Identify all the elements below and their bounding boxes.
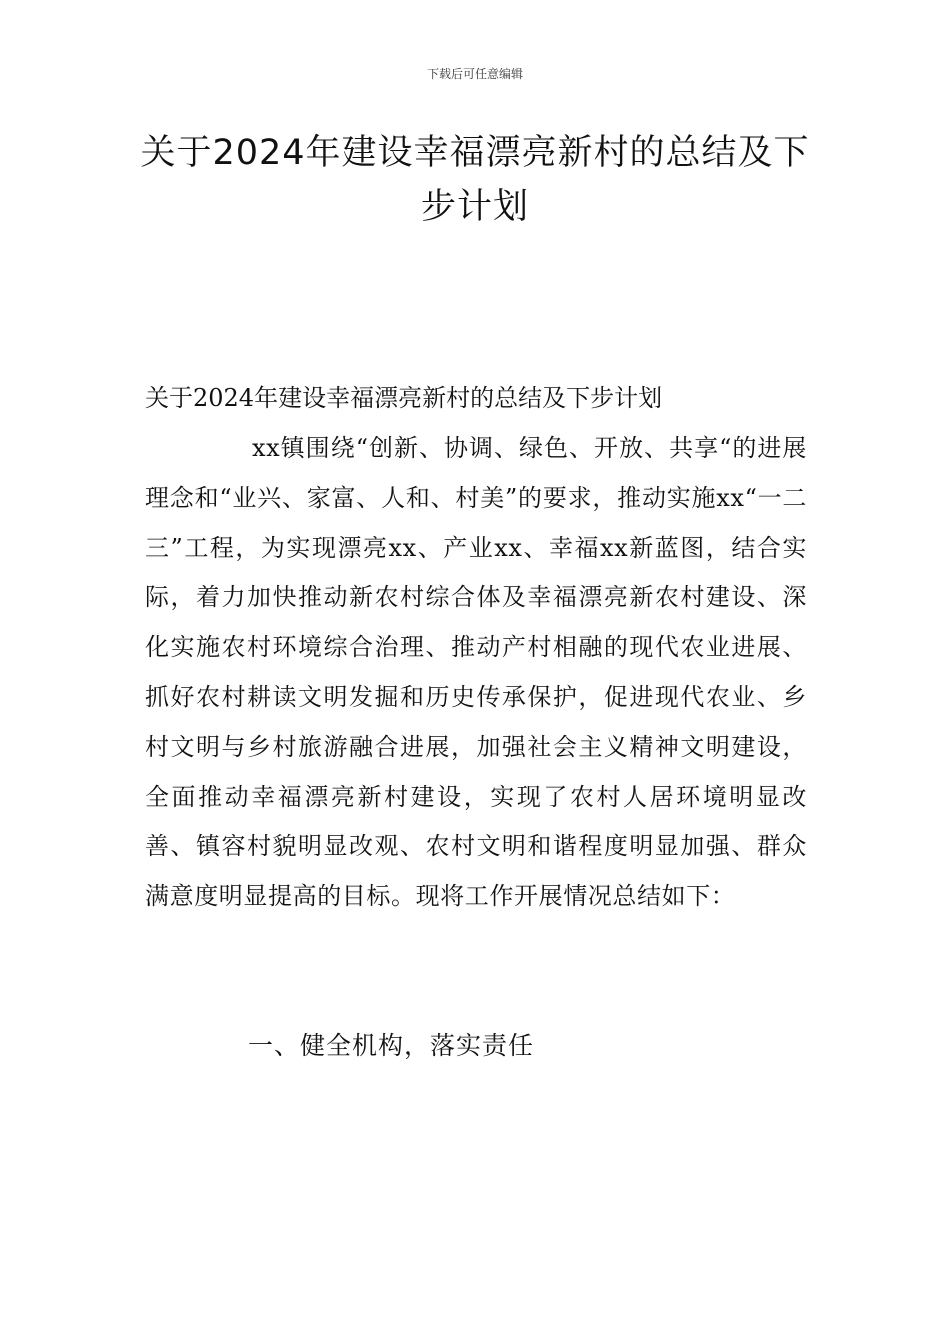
page-header-note: 下载后可任意编辑 [426,67,523,81]
body-paragraph: xx镇围绕“创新、协调、绿色、开放、共享“的进展理念和“业兴、家富、人和、村美”的要求，推动实施xx“一二三”工程，为实现漂亮xx、产业xx、幸福xx新蓝图，结合实际，着力加快推动新农村综合体及幸福漂亮新农村建设、深化实施农村环境综合治理、推动产村相融的现代农业进展、抓好农村耕读文明发掘和历史传承保护，促进现代农业、乡村文明与乡村旅游融合进展，加强社会主义精神文明建设，全面推动幸福漂亮新村建设，实现了农村人居环境明显改善、镇容村貌明显改观、农村文明和谐程度明显加强、群众满意度明显提高的目标。现将工作开展情况总结如下： [145,434,807,911]
section-heading: 一、健全机构，落实责任 [248,1031,535,1060]
document-subtitle: 关于2024年建设幸福漂亮新村的总结及下步计划 [145,384,663,412]
document-title: 关于2024年建设幸福漂亮新村的总结及下步计划 [140,133,810,227]
